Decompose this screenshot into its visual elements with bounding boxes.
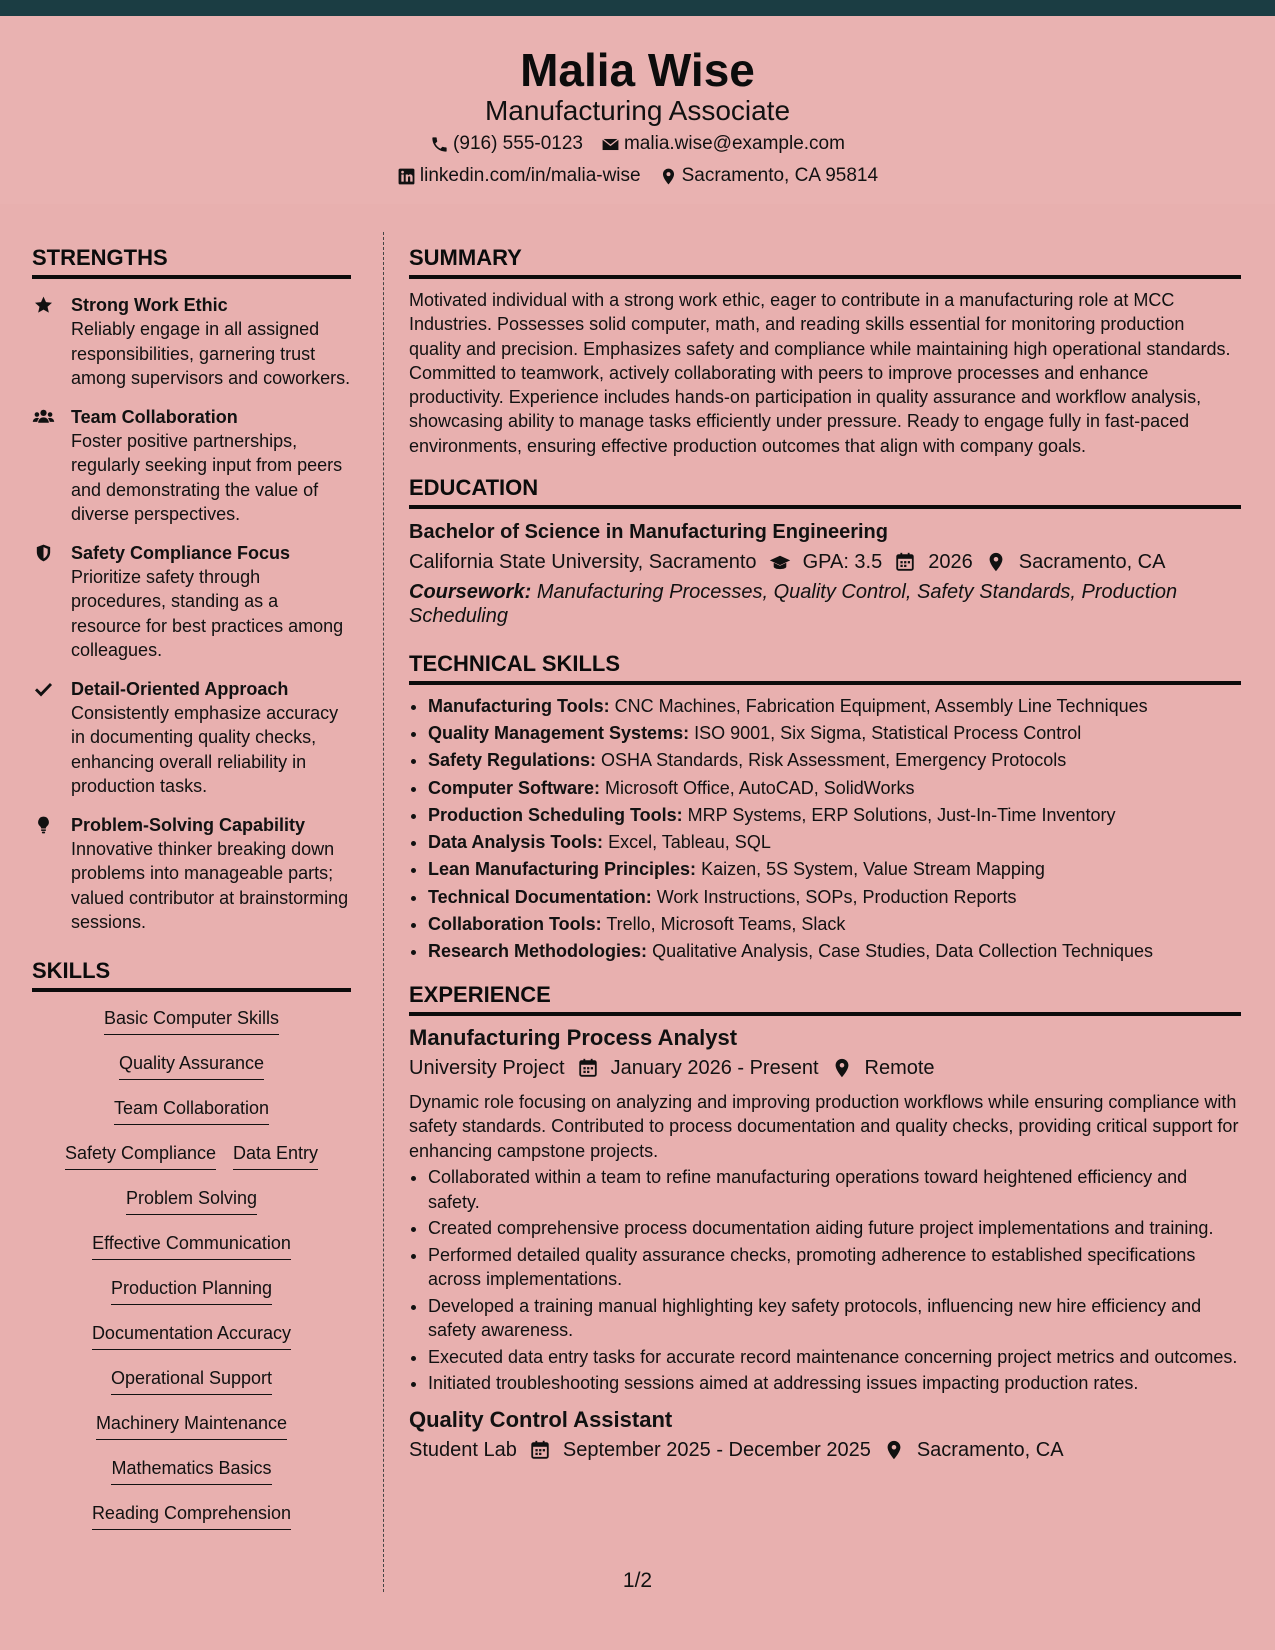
- list-item: [428, 938, 1241, 965]
- skill-value: OSHA Standards, Risk Assessment, Emergency Protocols: [601, 750, 1067, 771]
- linkedin-icon: [397, 167, 416, 186]
- list-item: [428, 720, 1241, 747]
- skill-value: Trello, Microsoft Teams, Slack: [606, 913, 846, 934]
- job-meta: [409, 1436, 1241, 1464]
- lightbulb-icon: [32, 815, 55, 835]
- skills-list: [32, 1006, 351, 1546]
- list-item: [428, 884, 1241, 911]
- job-org: Student Lab: [409, 1438, 517, 1461]
- check-icon: [32, 679, 55, 699]
- star-icon: [32, 295, 55, 315]
- skill-tag: Mathematics Basics: [111, 1456, 271, 1485]
- skill-value: Excel, Tableau, SQL: [608, 832, 771, 853]
- linkedin-text: linkedin.com/in/malia-wise: [419, 165, 641, 186]
- job-org: University Project: [409, 1057, 565, 1080]
- job-dates: September 2025 - December 2025: [562, 1438, 871, 1461]
- skill-value: MRP Systems, ERP Solutions, Just-In-Time Inventory: [687, 804, 1116, 825]
- skill-row: [32, 1141, 351, 1186]
- job-location: Remote: [864, 1057, 935, 1080]
- strength-item: [32, 293, 351, 391]
- list-item: • Collaborated within a team to refine manufacturing operations toward heightened efficiency and safety.: [428, 1165, 1241, 1214]
- map-pin-icon: [883, 1439, 905, 1461]
- coursework-label: Coursework:: [409, 581, 532, 604]
- education-heading: EDUCATION: [409, 474, 1241, 509]
- skill-tag: Problem Solving: [126, 1186, 257, 1215]
- skill-label: Production Scheduling Tools:: [428, 804, 683, 825]
- skill-tag: Data Entry: [233, 1141, 318, 1170]
- job-dates: January 2026 - Present: [610, 1057, 819, 1080]
- skill-tag: Quality Assurance: [119, 1051, 264, 1080]
- experience-heading: EXPERIENCE: [409, 981, 1241, 1016]
- list-item: • Performed detailed quality assurance checks, promoting adherence to established specifications across implementations.: [428, 1243, 1241, 1292]
- skill-row: [32, 1276, 351, 1321]
- skill-tag: Effective Communication: [92, 1231, 291, 1260]
- strength-title: Problem-Solving Capability: [71, 814, 306, 835]
- skill-label: Technical Documentation:: [428, 886, 652, 907]
- skill-row: [32, 1096, 351, 1141]
- technical-skills-list: [409, 693, 1241, 965]
- strength-item: [32, 405, 351, 527]
- candidate-name: Malia Wise: [520, 44, 755, 96]
- job-location: Sacramento, CA: [916, 1438, 1064, 1461]
- skills-heading: SKILLS: [32, 957, 351, 992]
- skill-value: Qualitative Analysis, Case Studies, Data Collection Techniques: [652, 940, 1154, 961]
- contact-row: [0, 165, 1275, 187]
- job-meta: [409, 1054, 1241, 1082]
- top-accent-bar: [0, 0, 1275, 16]
- strength-title: Safety Compliance Focus: [71, 542, 291, 563]
- left-column: [32, 244, 351, 1546]
- skill-tag: Documentation Accuracy: [92, 1321, 291, 1350]
- list-item: [428, 693, 1241, 720]
- skill-tag: Operational Support: [111, 1366, 272, 1395]
- degree-title: Bachelor of Science in Manufacturing Engineering: [409, 521, 888, 544]
- job-description: Dynamic role focusing on analyzing and improving production workflows while ensuring compliance with safety standards. Contributed to process documentation and quality checks, providing critical support for enhancing campstone projects.: [409, 1092, 1239, 1161]
- map-pin-icon: [659, 167, 678, 186]
- strength-desc: Consistently emphasize accuracy in documenting quality checks, enhancing overall reliability in production tasks.: [71, 702, 339, 796]
- skill-tag: Safety Compliance: [65, 1141, 216, 1170]
- skill-tag: Reading Comprehension: [92, 1501, 291, 1530]
- skill-label: Research Methodologies:: [428, 940, 648, 961]
- job-title: Manufacturing Process Analyst: [409, 1025, 738, 1051]
- strength-title: Detail-Oriented Approach: [71, 678, 289, 699]
- graduation-year: 2026: [928, 551, 973, 574]
- skill-tag: Machinery Maintenance: [96, 1411, 287, 1440]
- linkedin-contact[interactable]: [397, 165, 641, 187]
- calendar-icon: [529, 1439, 551, 1461]
- strength-item: [32, 677, 351, 799]
- strengths-list: [32, 293, 351, 935]
- skill-row: [32, 1186, 351, 1231]
- strength-item: [32, 541, 351, 663]
- skill-row: [32, 1006, 351, 1051]
- coursework-text: Manufacturing Processes, Quality Control, Safety Standards, Production Scheduling: [409, 581, 1178, 628]
- skill-row: [32, 1051, 351, 1096]
- candidate-title: Manufacturing Associate: [484, 95, 791, 126]
- phone-icon: [430, 135, 449, 154]
- technical-skills-heading: TECHNICAL SKILLS: [409, 650, 1241, 685]
- list-item: • Executed data entry tasks for accurate record maintenance concerning project metrics and outcomes.: [428, 1345, 1241, 1370]
- skill-row: [32, 1501, 351, 1546]
- skill-label: Computer Software:: [428, 777, 601, 798]
- list-item: • Initiated troubleshooting sessions aimed at addressing issues impacting production rates.: [428, 1371, 1241, 1396]
- strength-desc: Foster positive partnerships, regularly seeking input from peers and demonstrating the value of diverse perspectives.: [71, 430, 343, 524]
- users-icon: [32, 407, 55, 427]
- skill-label: Safety Regulations:: [428, 750, 597, 771]
- list-item: [428, 802, 1241, 829]
- gpa-text: GPA: 3.5: [802, 551, 883, 574]
- calendar-icon: [577, 1057, 599, 1079]
- skill-value: Microsoft Office, AutoCAD, SolidWorks: [605, 777, 915, 798]
- skill-label: Lean Manufacturing Principles:: [428, 859, 697, 880]
- page-number: 1/2: [622, 1569, 653, 1592]
- school-name: California State University, Sacramento: [409, 551, 757, 574]
- column-divider: [383, 232, 384, 1592]
- phone-contact: [430, 133, 583, 155]
- skill-label: Quality Management Systems:: [428, 723, 690, 744]
- skill-tag: Team Collaboration: [114, 1096, 269, 1125]
- strength-desc: Innovative thinker breaking down problems into manageable parts; valued contributor at brainstorming sessions.: [71, 838, 349, 932]
- location-contact: [659, 165, 878, 187]
- list-item: [428, 775, 1241, 802]
- strengths-heading: STRENGTHS: [32, 244, 351, 279]
- skill-value: Kaizen, 5S System, Value Stream Mapping: [701, 859, 1045, 880]
- strength-item: [32, 813, 351, 935]
- skill-value: Work Instructions, SOPs, Production Reports: [656, 886, 1017, 907]
- resume-header: [0, 16, 1275, 204]
- summary-heading: SUMMARY: [409, 244, 1241, 279]
- list-item: • Developed a training manual highlighting key safety protocols, influencing new hire efficiency and safety awareness.: [428, 1294, 1241, 1343]
- map-pin-icon: [985, 551, 1007, 573]
- graduation-cap-icon: [769, 551, 791, 573]
- skill-tag: Production Planning: [111, 1276, 272, 1305]
- shield-icon: [32, 543, 55, 563]
- skill-row: [32, 1321, 351, 1366]
- school-location: Sacramento, CA: [1018, 551, 1166, 574]
- list-item: [428, 911, 1241, 938]
- phone-text: (916) 555-0123: [453, 133, 583, 154]
- list-item: [428, 747, 1241, 774]
- email-contact[interactable]: [601, 133, 845, 155]
- list-item: [428, 856, 1241, 883]
- strength-desc: Prioritize safety through procedures, standing as a resource for best practices among colleagues.: [71, 566, 344, 660]
- list-item: • Created comprehensive process documentation aiding future project implementations and training.: [428, 1216, 1241, 1241]
- strength-title: Strong Work Ethic: [71, 295, 228, 315]
- map-pin-icon: [831, 1057, 853, 1079]
- education-meta: [409, 548, 1241, 576]
- location-text: Sacramento, CA 95814: [681, 165, 879, 186]
- skill-row: [32, 1456, 351, 1501]
- skill-row: [32, 1366, 351, 1411]
- skill-label: Data Analysis Tools:: [428, 832, 604, 853]
- skill-tag: Basic Computer Skills: [104, 1006, 279, 1035]
- strength-title: Team Collaboration: [71, 406, 238, 427]
- skill-row: [32, 1231, 351, 1276]
- email-text: malia.wise@example.com: [623, 133, 845, 154]
- skill-label: Manufacturing Tools:: [428, 696, 610, 717]
- coursework: [409, 580, 1241, 628]
- job-bullets: [409, 1165, 1241, 1396]
- job-title: Quality Control Assistant: [409, 1406, 673, 1432]
- skill-value: CNC Machines, Fabrication Equipment, Assembly Line Techniques: [614, 696, 1148, 717]
- summary-text: Motivated individual with a strong work ethic, eager to contribute in a manufacturing role at MCC Industries. Possesses solid computer, math, and reading skills essential for monitoring production quality and precision. Emphasizes safety and compliance while maintaining high operational standards. Committed to teamwork, actively collaborating with peers to improve processes and enhance productivity. Experience includes hands-on participation in quality assurance and workflow analysis, showcasing ability to manage tasks efficiently under pressure. Ready to engage fully in fast-paced environments, ensuring effective production outcomes that align with company goals.: [409, 290, 1231, 456]
- contact-row: [0, 133, 1275, 155]
- calendar-icon: [894, 551, 916, 573]
- list-item: [428, 829, 1241, 856]
- envelope-icon: [601, 135, 620, 154]
- skill-value: ISO 9001, Six Sigma, Statistical Process Control: [694, 723, 1082, 744]
- strength-desc: Reliably engage in all assigned responsibilities, garnering trust among supervisors and coworkers.: [71, 319, 351, 388]
- right-column: [409, 244, 1241, 1464]
- skill-row: [32, 1411, 351, 1456]
- skill-label: Collaboration Tools:: [428, 913, 602, 934]
